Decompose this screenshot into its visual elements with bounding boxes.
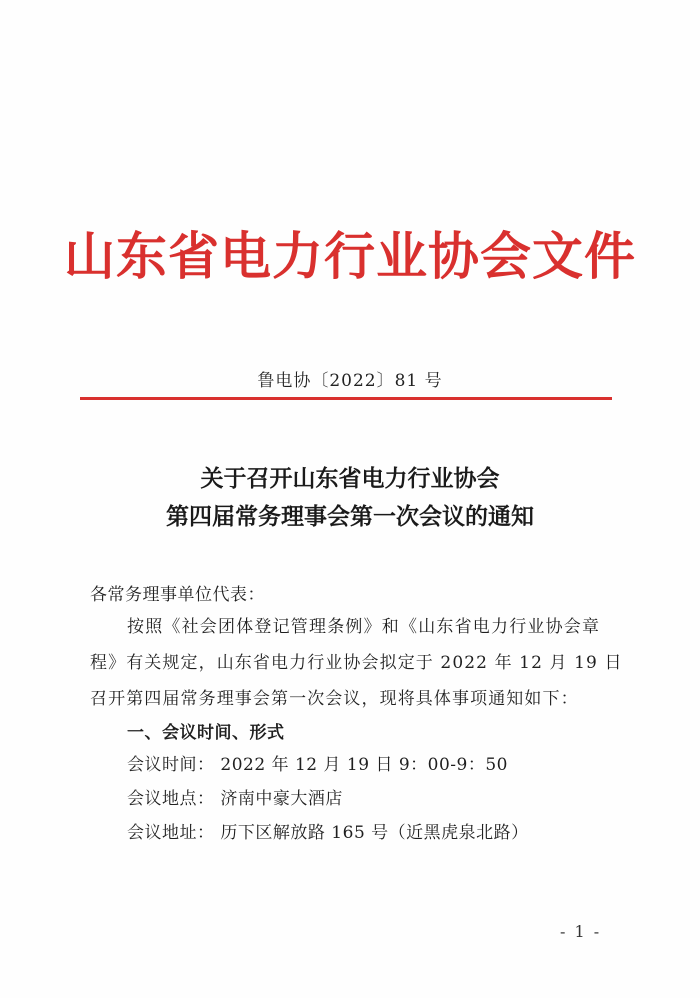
meeting-time: 会议时间： 2022 年 12 月 19 日 9：00-9：50 bbox=[127, 755, 508, 775]
section-heading-meeting-time-format: 一、会议时间、形式 bbox=[127, 723, 285, 743]
notice-title-line-2: 第四届常务理事会第一次会议的通知 bbox=[166, 503, 534, 530]
salutation: 各常务理事单位代表： bbox=[90, 585, 265, 605]
document-number: 鲁电协〔2022〕81 号 bbox=[257, 371, 443, 391]
meeting-address: 会议地址： 历下区解放路 165 号（近黑虎泉北路） bbox=[127, 823, 529, 843]
red-divider-line bbox=[80, 397, 612, 400]
paragraph-line-2: 程》有关规定，山东省电力行业协会拟定于 2022 年 12 月 19 日 bbox=[90, 653, 623, 673]
page-number: - 1 - bbox=[560, 922, 602, 941]
paragraph-line-3: 召开第四届常务理事会第一次会议，现将具体事项通知如下： bbox=[90, 689, 579, 709]
document-masthead: 山东省电力行业协会文件 bbox=[63, 227, 636, 287]
notice-title-line-1: 关于召开山东省电力行业协会 bbox=[200, 465, 500, 492]
meeting-place: 会议地点： 济南中豪大酒店 bbox=[127, 789, 343, 809]
paragraph-line-1: 按照《社会团体登记管理条例》和《山东省电力行业协会章 bbox=[127, 617, 601, 637]
